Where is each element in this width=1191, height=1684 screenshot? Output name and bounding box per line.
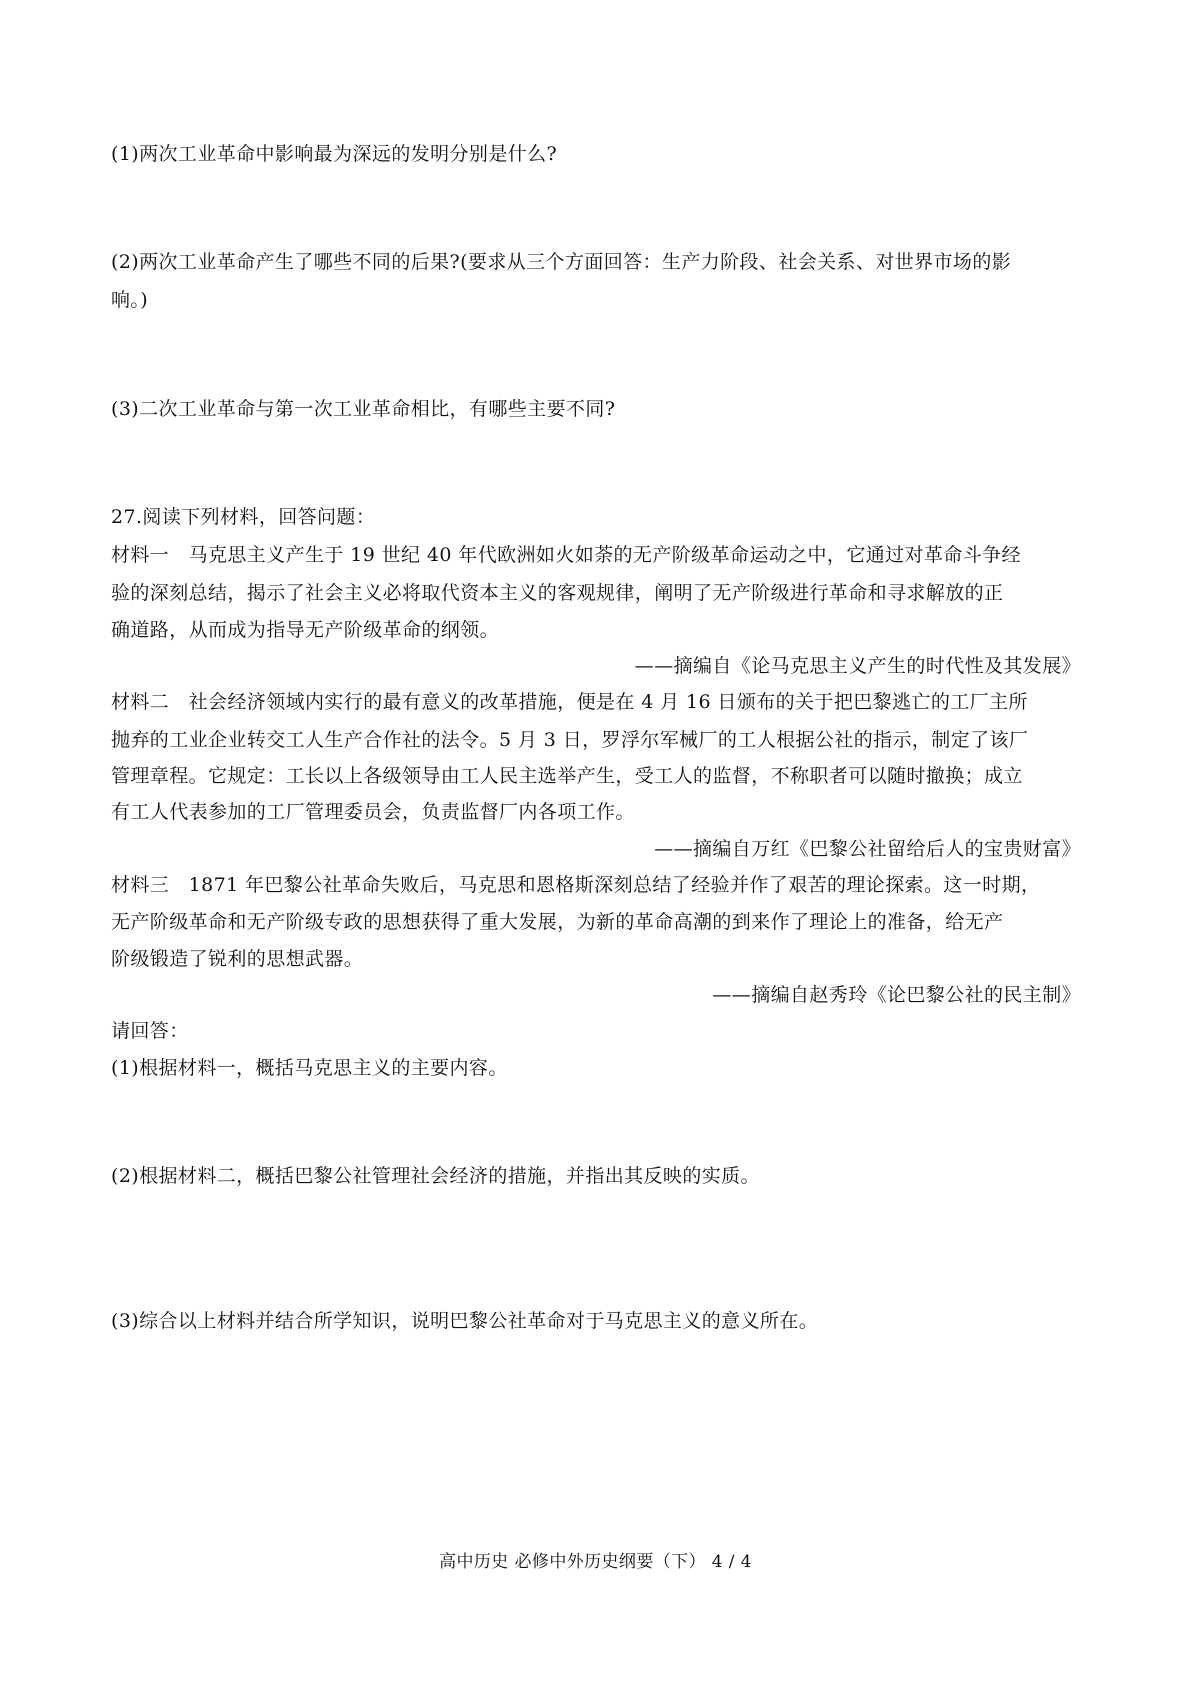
answer-prompt: 请回答： [111, 1020, 189, 1042]
q26-sub2-line1: (2)两次工业革命产生了哪些不同的后果?(要求从三个方面回答：生产力阶段、社会关系、对世界市场的影 [111, 251, 1012, 273]
material-3-line: 阶级锻造了锐利的思想武器。 [111, 948, 364, 970]
q27-sub1: (1)根据材料一，概括马克思主义的主要内容。 [111, 1057, 508, 1079]
material-2-line: 管理章程。它规定：工长以上各级领导由工人民主选举产生，受工人的监督，不称职者可以随时撤换；成立 [111, 765, 1023, 787]
material-1-line: 确道路，从而成为指导无产阶级革命的纲领。 [111, 619, 500, 641]
q26-sub3: (3)二次工业革命与第一次工业革命相比，有哪些主要不同? [111, 398, 616, 420]
q27-sub2: (2)根据材料二，概括巴黎公社管理社会经济的措施，并指出其反映的实质。 [111, 1165, 760, 1187]
material-2-line: 材料二 社会经济领域内实行的最有意义的改革措施，便是在 4 月 16 日颁布的关于把巴黎逃亡的工厂主所 [111, 691, 1028, 713]
material-1-line: 验的深刻总结，揭示了社会主义必将取代资本主义的客观规律，阐明了无产阶级进行革命和寻求解放的正 [111, 582, 1004, 604]
q26-sub1: (1)两次工业革命中影响最为深远的发明分别是什么? [111, 143, 558, 165]
material-3-source: ——摘编自赵秀玲《论巴黎公社的民主制》 [712, 984, 1081, 1006]
material-2-source: ——摘编自万红《巴黎公社留给后人的宝贵财富》 [654, 838, 1081, 860]
material-1-source: ——摘编自《论马克思主义产生的时代性及其发展》 [634, 655, 1081, 677]
material-3-line: 材料三 1871 年巴黎公社革命失败后，马克思和恩格斯深刻总结了经验并作了艰苦的理论探索。这一时期， [111, 874, 1041, 896]
page-footer: 高中历史 必修中外历史纲要（下） 4 / 4 [439, 1552, 752, 1572]
material-2-line: 抛弃的工业企业转交工人生产合作社的法令。5 月 3 日，罗浮尔军械厂的工人根据公社的指示，制定了该厂 [111, 729, 1029, 751]
material-1-line: 材料一 马克思主义产生于 19 世纪 40 年代欧洲如火如荼的无产阶级革命运动之中，它通过对革命斗争经 [111, 544, 1021, 566]
material-2-line: 有工人代表参加的工厂管理委员会，负责监督厂内各项工作。 [111, 801, 635, 823]
q27-sub3: (3)综合以上材料并结合所学知识，说明巴黎公社革命对于马克思主义的意义所在。 [111, 1310, 819, 1332]
q26-sub2-line2: 响。) [111, 289, 149, 311]
material-3-line: 无产阶级革命和无产阶级专政的思想获得了重大发展，为新的革命高潮的到来作了理论上的准备，给无产 [111, 911, 1004, 933]
q27-heading: 27.阅读下列材料，回答问题： [111, 506, 376, 528]
